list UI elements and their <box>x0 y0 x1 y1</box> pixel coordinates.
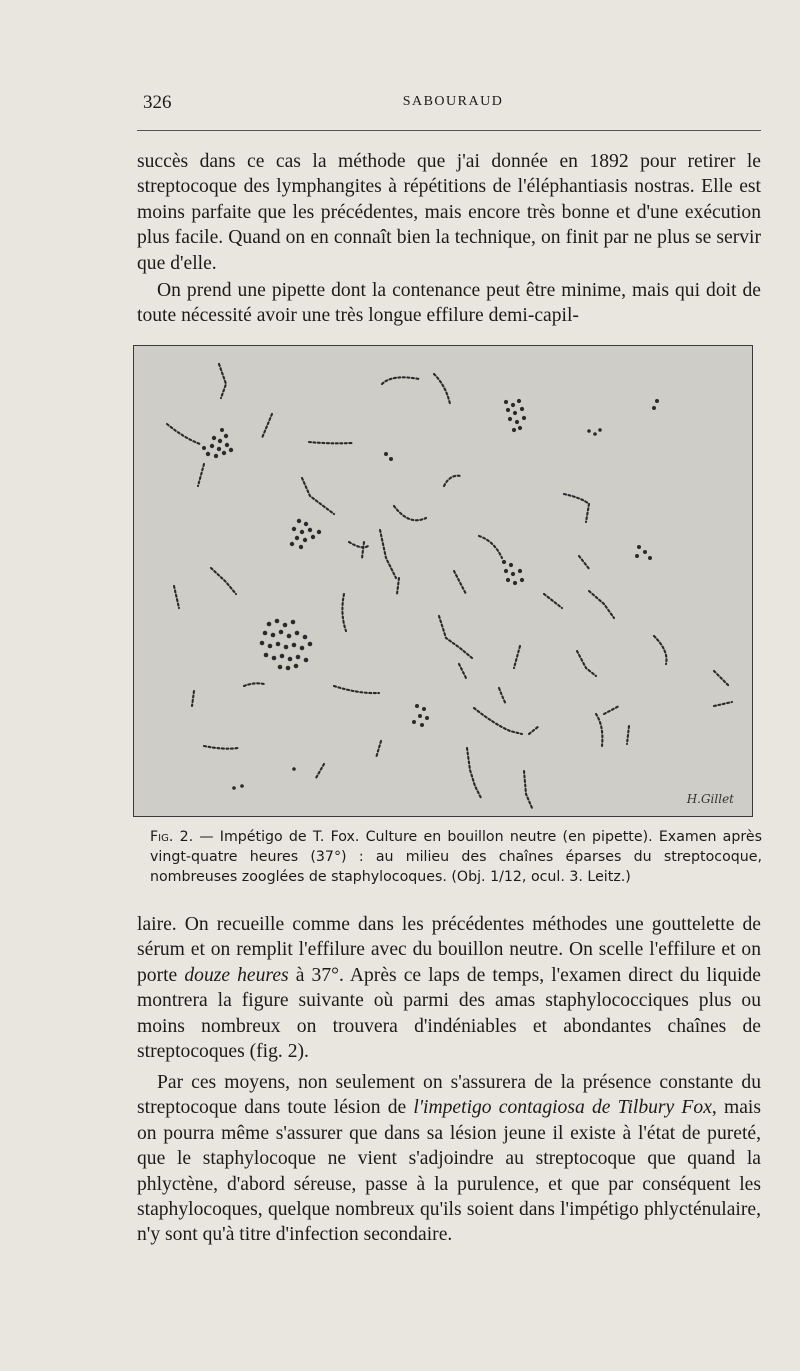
caption-text: — Impétigo de T. Fox. Culture en bouillon neutre (en pipette). Examen après vingt-quatre heures (37°) : au milieu des chaînes éparses du streptocoque, nombreuses zooglées de staphylocoques. (Obj. 1/12, ocul. 3. Leitz.) <box>150 829 762 885</box>
micrograph-figure <box>133 345 753 817</box>
running-head: SABOURAUD <box>402 94 504 109</box>
paragraph-4-text-a: Par ces moyens, non seulement on s'assurera de la présence constante du streptocoque dans toute lésion de <box>137 1072 761 1119</box>
header-rule <box>137 130 761 131</box>
paragraph-1: succès dans ce cas la méthode que j'ai donnée en 1892 pour retirer le streptocoque des lymphangites à répétitions de l'éléphantiasis nostras. Elle est moins parfaite que les précédentes, mais encore très bonne et d'une exécution plus facile. Quand on en connaît bien la technique, on finit par ne plus se servir que d'elle. <box>137 151 761 274</box>
paragraph-3 <box>137 912 761 1064</box>
staph-cluster <box>412 704 429 727</box>
staph-cluster <box>290 519 321 549</box>
page-header <box>143 92 763 116</box>
paragraph-3-italic: douze heures <box>184 964 289 986</box>
micrograph-illustration <box>134 346 752 816</box>
illustrator-signature: H.Gillet <box>686 792 734 806</box>
paragraph-4 <box>137 1070 761 1248</box>
staph-cluster <box>504 399 526 432</box>
staph-cluster <box>502 560 524 585</box>
caption-label: Fig. 2. <box>150 829 194 845</box>
staph-cluster <box>260 619 313 671</box>
figure-caption <box>150 827 762 887</box>
paragraph-3-text-a: laire. On recueille comme dans les précédentes méthodes une gouttelette de sérum et on remplit l'effilure avec du bouillon neutre. On scelle l'effilure et on porte <box>137 914 761 986</box>
page-number: 326 <box>143 92 172 113</box>
paragraph-2: On prend une pipette dont la contenance peut être minime, mais qui doit de toute nécessité avoir une très longue effilure demi-capil- <box>137 280 761 327</box>
paragraph-4-text-b: , mais on pourra même s'assurer que dans sa lésion jeune il existe à l'état de pureté, que le staphylocoque ne vient s'adjoindre au streptocoque que quand la phlyctène, d'abord séreuse, passe à la purulence, et que par conséquent les staphylocoques, quelque nombreux qu'ils soient dans l'impétigo phlycténulaire, n'y sont qu'à titre d'infection secondaire. <box>137 1097 761 1246</box>
paragraph-3-text-b: à 37°. Après ce laps de temps, l'examen direct du liquide montrera la figure suivante où parmi des amas staphylococciques plus ou moins nombreux on trouvera d'indéniables et abondantes chaînes de streptocoques (fig. 2). <box>137 964 761 1063</box>
paragraph-4-italic: l'impetigo contagiosa de Tilbury Fox <box>413 1097 712 1119</box>
staph-cluster <box>202 428 233 458</box>
